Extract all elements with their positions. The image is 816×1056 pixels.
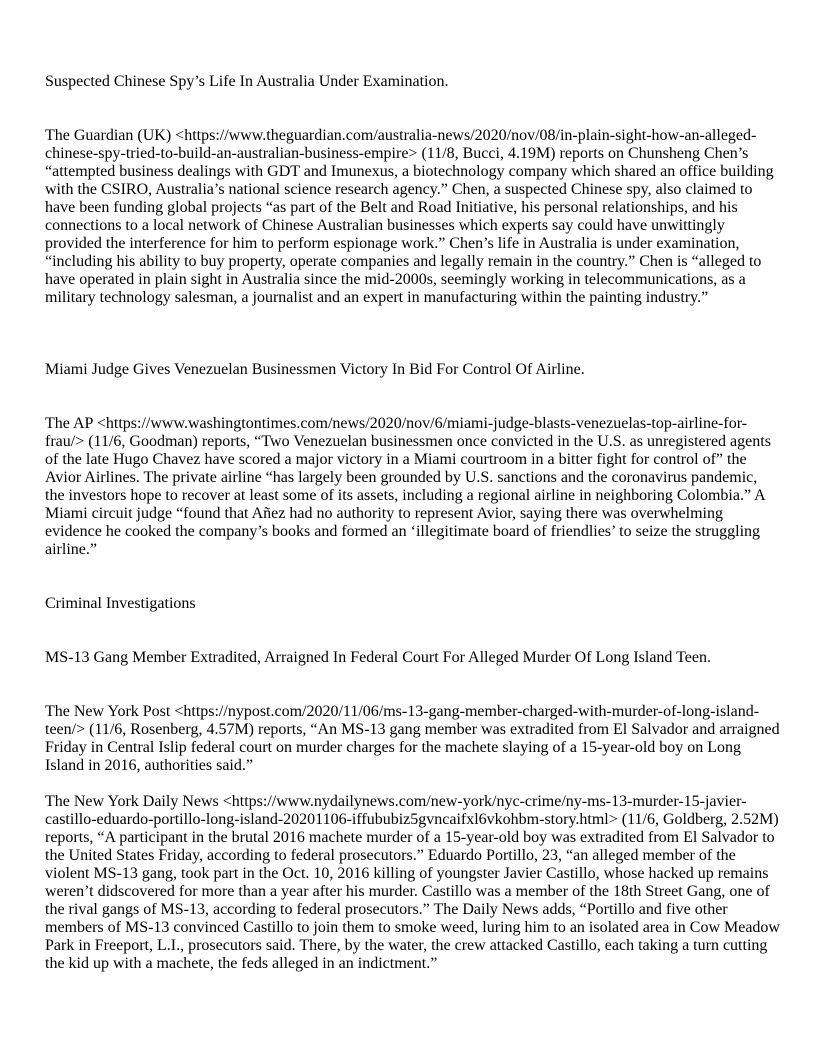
article-nypost-ms13: The New York Post <https://nypost.com/2020/11/06/ms-13-gang-member-charged-with-murder-of-long-island-teen/> (11/6, Rosenberg, 4.57M) reports, “An MS-13 gang member was extradited from El Salvador and arraigned Friday in Central Islip federal court on murder charges for the machete slaying of a 15-year-old boy on Long Island in 2016, authorities said.” — [45, 703, 780, 774]
headline-miami-judge: Miami Judge Gives Venezuelan Businessmen Victory In Bid For Control Of Airline. — [45, 361, 585, 378]
section-heading-criminal-investigations: Criminal Investigations — [45, 595, 196, 612]
article-guardian-chen: The Guardian (UK) <https://www.theguardian.com/australia-news/2020/nov/08/in-plain-sight-how-an-alleged-chinese-spy-tried-to-build-an-australian-business-empire> (11/8, Bucci, 4.19M) reports on Chunsheng Chen’s “attempted business dealings with GDT and Imunexus, a biotechnology company which shared an office building with the CSIRO, Australia’s national science research agency.” Chen, a suspected Chinese spy, also claimed to have been funding global projects “as part of the Belt and Road Initiative, his personal relationships, and his connections to a local network of Chinese Australian businesses which experts say could have unwittingly provided the interference for him to perform espionage work.” Chen’s life in Australia is under examination, “including his ability to buy property, operate companies and legally remain in the country.” Chen is “alleged to have operated in plain sight in Australia since the mid-2000s, seemingly working in telecommunications, as a military technology salesman, a journalist and an expert in manufacturing within the painting industry.” — [45, 127, 774, 306]
headline-ms13-extradited: MS-13 Gang Member Extradited, Arraigned In Federal Court For Alleged Murder Of Long Island Teen. — [45, 649, 711, 666]
article-nydailynews-ms13: The New York Daily News <https://www.nydailynews.com/new-york/nyc-crime/ny-ms-13-murder-15-javier-castillo-eduardo-portillo-long-island-20201106-iffububiz5gvncaifxl6vkohbm-story.html> (11/6, Goldberg, 2.52M) reports, “A participant in the brutal 2016 machete murder of a 15-year-old boy was extradited from El Salvador to the United States Friday, according to federal prosecutors.” Eduardo Portillo, 23, “an alleged member of the violent MS-13 gang, took part in the Oct. 10, 2016 killing of youngster Javier Castillo, whose hacked up remains weren’t didscovered for more than a year after his murder. Castillo was a member of the 18th Street Gang, one of the rival gangs of MS-13, according to federal prosecutors.” The Daily News adds, “Portillo and five other members of MS-13 convinced Castillo to join them to smoke weed, luring him to an isolated area in Cow Meadow Park in Freeport, L.I., prosecutors said. There, by the water, the crew attacked Castillo, each taking a turn cutting the kid up with a machete, the feds alleged in an indictment.” — [45, 793, 780, 972]
headline-chinese-spy: Suspected Chinese Spy’s Life In Australia Under Examination. — [45, 73, 449, 90]
article-ap-avior: The AP <https://www.washingtontimes.com/news/2020/nov/6/miami-judge-blasts-venezuelas-top-airline-for-frau/> (11/6, Goodman) reports, “Two Venezuelan businessmen once convicted in the U.S. as unregistered agents of the late Hugo Chavez have scored a major victory in a Miami courtroom in a bitter fight for control of” the Avior Airlines. The private airline “has largely been grounded by U.S. sanctions and the coronavirus pandemic, the investors hope to recover at least some of its assets, including a regional airline in neighboring Colombia.” A Miami circuit judge “found that Añez had no authority to represent Avior, saying there was overwhelming evidence he cooked the company’s books and formed an ‘illegitimate board of friendlies’ to seize the struggling airline.” — [45, 415, 771, 558]
